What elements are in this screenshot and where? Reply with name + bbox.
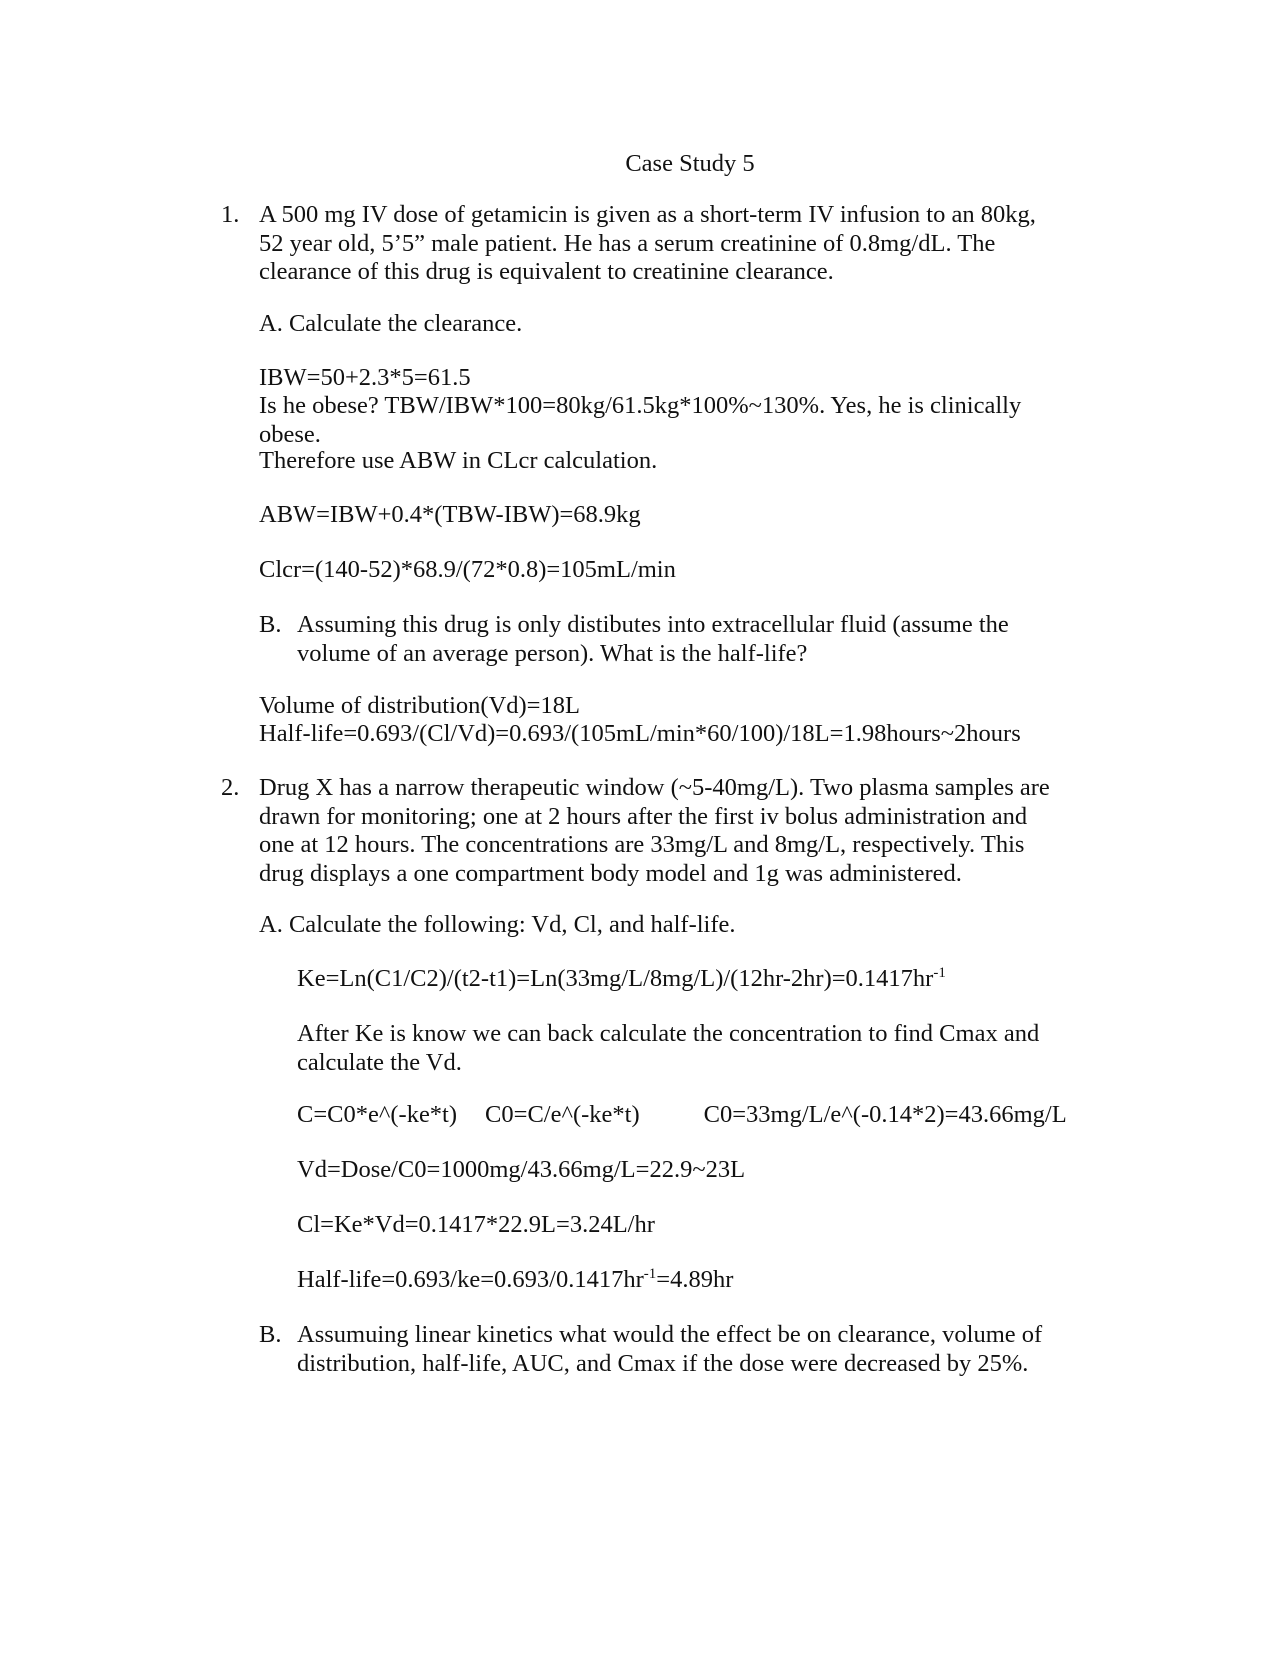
q2-c0-equation: C0=C/e^(-ke*t)	[485, 1101, 640, 1128]
q2-after-ke-line: After Ke is know we can back calculate the concentration to find Cmax and	[297, 1020, 1040, 1047]
q1-obese-text	[259, 392, 1089, 449]
question-2-line: one at 12 hours. The concentrations are 33mg/L and 8mg/L, respectively. This	[259, 831, 1025, 858]
question-2-line: Drug X has a narrow therapeutic window (~5-40mg/L). Two plasma samples are	[259, 774, 1050, 801]
q2-half-life-result: =4.89hr	[656, 1266, 734, 1293]
question-2-line: drug displays a one compartment body model and 1g was administered.	[259, 859, 962, 887]
q2-vd-calc: Vd=Dose/C0=1000mg/43.66mg/L=22.9~23L	[297, 1156, 746, 1183]
q2-c-equation: C=C0*e^(-ke*t)	[297, 1101, 458, 1128]
q1-half-life-calc: Half-life=0.693/(Cl/Vd)=0.693/(105mL/min*60/100)/18L=1.98hours~2hours	[259, 720, 1021, 747]
q2-cl-calc: Cl=Ke*Vd=0.1417*22.9L=3.24L/hr	[297, 1211, 655, 1238]
page-title: Case Study 5	[625, 150, 755, 177]
q2-part-b-line: distribution, half-life, AUC, and Cmax if the dose were decreased by 25%.	[297, 1349, 1029, 1377]
q1-clcr-calc: Clcr=(140-52)*68.9/(72*0.8)=105mL/min	[259, 556, 676, 583]
q1-obese-line: obese.	[259, 420, 321, 448]
question-2-number: 2.	[221, 774, 240, 801]
q1-part-b-line: volume of an average person). What is the half-life?	[297, 639, 808, 667]
q1-obese-line: Is he obese? TBW/IBW*100=80kg/61.5kg*100%~130%. Yes, he is clinically	[259, 392, 1022, 419]
q1-part-b-line: Assuming this drug is only distibutes into extracellular fluid (assume the	[297, 611, 1009, 638]
q2-half-life-calc	[297, 1266, 1097, 1295]
q2-after-ke-text	[297, 1020, 1097, 1077]
q2-half-life-exponent: -1	[643, 1266, 657, 1282]
q1-abw-calc: ABW=IBW+0.4*(TBW-IBW)=68.9kg	[259, 501, 641, 528]
q1-part-b-letter: B.	[259, 611, 282, 638]
q1-part-a-prompt: A. Calculate the clearance.	[259, 310, 523, 337]
q2-concentration-equations	[297, 1101, 1077, 1130]
q2-part-b-text	[297, 1321, 1097, 1378]
question-1-line: 52 year old, 5’5” male patient. He has a serum creatinine of 0.8mg/dL. The	[259, 229, 996, 257]
question-1-text	[259, 201, 1089, 287]
q2-c0-value: C0=33mg/L/e^(-0.14*2)=43.66mg/L	[703, 1101, 1067, 1128]
q1-part-b-text	[297, 611, 1097, 668]
question-1-line: A 500 mg IV dose of getamicin is given as a short-term IV infusion to an 80kg,	[259, 201, 1036, 228]
q2-part-b-line: Assumuing linear kinetics what would the effect be on clearance, volume of	[297, 1321, 1043, 1348]
q2-part-b-letter: B.	[259, 1321, 282, 1348]
q2-part-a-prompt: A. Calculate the following: Vd, Cl, and half-life.	[259, 911, 736, 938]
q1-vd-text: Volume of distribution(Vd)=18L	[259, 692, 580, 719]
question-1-number: 1.	[221, 201, 240, 228]
question-2-line: drawn for monitoring; one at 2 hours after the first iv bolus administration and	[259, 802, 1028, 830]
q2-ke-calc	[297, 965, 1097, 994]
q1-ibw-calc: IBW=50+2.3*5=61.5	[259, 364, 471, 391]
q2-after-ke-line: calculate the Vd.	[297, 1048, 462, 1076]
q1-therefore-text: Therefore use ABW in CLcr calculation.	[259, 447, 658, 474]
question-2-text	[259, 774, 1089, 888]
q2-ke-exponent: -1	[933, 965, 946, 981]
question-1-line: clearance of this drug is equivalent to creatinine clearance.	[259, 258, 834, 285]
q2-ke-text: Ke=Ln(C1/C2)/(t2-t1)=Ln(33mg/L/8mg/L)/(12hr-2hr)=0.1417hr	[297, 965, 934, 992]
q2-half-life-text: Half-life=0.693/ke=0.693/0.1417hr	[297, 1266, 644, 1293]
